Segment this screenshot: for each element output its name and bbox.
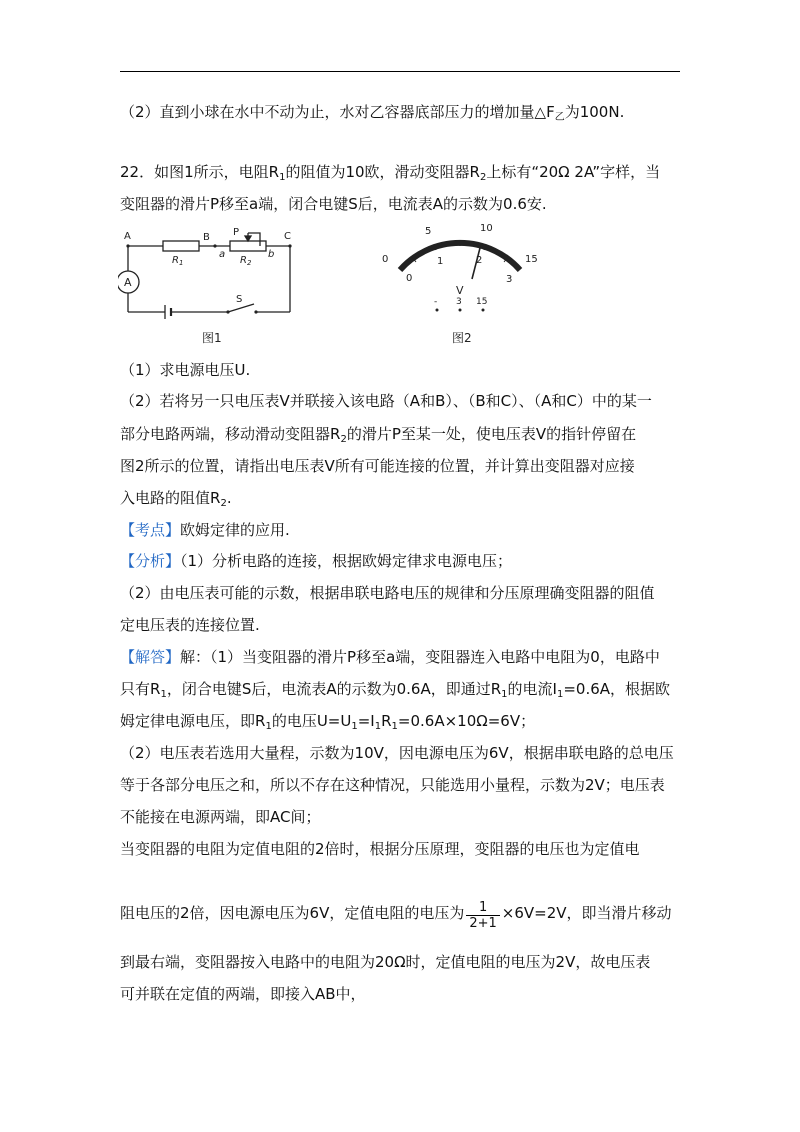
- terminal-a-label: a: [219, 249, 226, 260]
- rheostat-r2-label: $R_2$: [240, 255, 252, 267]
- text: =I: [357, 712, 375, 730]
- kaodian-line: [120, 520, 682, 540]
- text: 的电流I: [507, 680, 557, 698]
- text: 上标有“20Ω 2A”字样，当: [486, 163, 661, 181]
- jieda-line-10: 可并联在定值的两端，即接入AB中，: [120, 985, 366, 1003]
- kaodian-tag: 【考点】: [120, 521, 181, 539]
- inner-scale-2: 2: [476, 255, 483, 266]
- previous-answer-tail: 为100N.: [564, 103, 625, 121]
- kaodian-text: 欧姆定律的应用.: [180, 521, 290, 539]
- node-c-label: C: [284, 231, 291, 242]
- text: 入电路的阻值R: [120, 489, 221, 507]
- jieda-line-7: 当变阻器的电阻为定值电阻的2倍时，根据分压原理，变阻器的电压也为定值电: [120, 840, 640, 858]
- jieda-line-9: 到最右端，变阻器按入电路中的电阻为20Ω时，定值电阻的电压为2V，故电压表: [120, 953, 651, 971]
- fraction-numerator: 1: [466, 900, 499, 916]
- text: 的滑片P至某一处，使电压表V的指针停留在: [346, 425, 637, 443]
- figure-2-caption: 图2: [452, 331, 472, 345]
- fenxi-line-2: （2）由电压表可能的示数，根据串联电路电压的规律和分压原理确变阻器的阻值: [120, 584, 655, 602]
- jieda-tag: 【解答】: [120, 648, 181, 666]
- figure-2-voltmeter: [370, 222, 550, 350]
- inner-scale-3: 3: [506, 274, 513, 285]
- subscript: 1: [556, 689, 564, 700]
- text: 的阻值为10欧，滑动变阻器R: [285, 163, 480, 181]
- slider-p-label: P: [233, 227, 240, 238]
- outer-scale-15: 15: [525, 254, 538, 265]
- question-22-line-2: 变阻器的滑片P移至a端，闭合电键S后，电流表A的示数为0.6安.: [120, 195, 547, 213]
- terminal-b-label: b: [268, 249, 275, 260]
- text: 姆定律电源电压，即R: [120, 712, 266, 730]
- jieda-line-8: [120, 898, 682, 929]
- question-22-line-1: [120, 162, 682, 182]
- sub-question-2-line-2: [120, 424, 682, 444]
- jieda-line-1: [120, 647, 682, 667]
- subscript: 1: [351, 721, 358, 732]
- node-a-label: A: [124, 231, 131, 242]
- outer-scale-0: 0: [382, 254, 389, 265]
- sub-question-1: （1）求电源电压U.: [120, 361, 251, 379]
- subscript: 1: [374, 721, 382, 732]
- text: =0.6A×10Ω=6V；: [397, 712, 536, 730]
- terminal-minus: -: [434, 297, 438, 307]
- text: 阻电压的2倍，因电源电压为6V，定值电阻的电压为: [120, 904, 465, 922]
- fenxi-tag: 【分析】: [120, 552, 181, 570]
- text: 的电压U=U: [271, 712, 352, 730]
- text: 22．如图1所示，电阻R: [120, 163, 280, 181]
- terminal-3: 3: [456, 297, 462, 307]
- text: 部分电路两端，移动滑动变阻器R: [120, 425, 341, 443]
- jieda-line-2: [120, 679, 682, 699]
- subscript: 2: [340, 434, 347, 445]
- figure-1-circuit: [118, 225, 300, 350]
- previous-answer-line: [120, 102, 682, 122]
- inner-scale-0: 0: [406, 273, 413, 284]
- jieda-line-5: 等于各部分电压之和，所以不存在这种情况，只能选用小量程，示数为2V；电压表: [120, 776, 665, 794]
- text: R: [381, 712, 392, 730]
- text: ×6V=2V，即当滑片移动: [501, 904, 672, 922]
- terminal-15: 15: [476, 297, 488, 307]
- subscript: 1: [391, 721, 398, 732]
- inner-scale-1: 1: [437, 256, 444, 267]
- text: ，闭合电键S后，电流表A的示数为0.6A，即通过R: [166, 680, 502, 698]
- fenxi-text: （1）分析电路的连接，根据欧姆定律求电源电压；: [180, 552, 513, 570]
- previous-answer-text: （2）直到小球在水中不动为止，水对乙容器底部压力的增加量△F: [120, 103, 555, 121]
- switch-s-label: S: [236, 294, 243, 305]
- sub-question-2-line-3: 图2所示的位置，请指出电压表V所有可能连接的位置，并计算出变阻器对应接: [120, 457, 635, 475]
- subscript: 2: [479, 172, 487, 183]
- fenxi-line-3: 定电压表的连接位置.: [120, 616, 260, 634]
- jieda-line-6: 不能接在电源两端，即AC间；: [120, 808, 321, 826]
- fenxi-line-1: [120, 551, 682, 571]
- sub-question-2-line-4: [120, 488, 682, 508]
- node-b-label: B: [203, 232, 210, 243]
- sub-question-2-line-1: （2）若将另一只电压表V并联接入该电路（A和B）、（B和C）、（A和C）中的某一: [120, 392, 652, 410]
- figure-1-caption: 图1: [202, 331, 222, 345]
- resistor-r1-label: $R_1$: [172, 255, 184, 267]
- outer-scale-10: 10: [480, 223, 493, 234]
- fraction: [466, 900, 499, 931]
- ammeter-label: A: [124, 276, 132, 289]
- voltmeter-symbol: V: [456, 284, 464, 297]
- jieda-line-3: [120, 711, 682, 731]
- subscript: 1: [501, 689, 508, 700]
- text: =0.6A，根据欧: [563, 680, 671, 698]
- outer-scale-5: 5: [425, 226, 432, 237]
- text: 解：（1）当变阻器的滑片P移至a端，变阻器连入电路中电阻为0，电路中: [180, 648, 660, 666]
- header-rule: [120, 71, 680, 72]
- subscript: 2: [220, 498, 227, 509]
- jieda-line-4: （2）电压表若选用大量程，示数为10V，因电源电压为6V，根据串联电路的总电压: [120, 744, 674, 762]
- subscript: 1: [265, 721, 272, 732]
- fraction-denominator: 2+1: [469, 916, 497, 931]
- subscript: 1: [279, 172, 286, 183]
- subscript: 乙: [554, 112, 565, 123]
- subscript: 1: [160, 689, 167, 700]
- text: .: [226, 489, 232, 507]
- text: 只有R: [120, 680, 161, 698]
